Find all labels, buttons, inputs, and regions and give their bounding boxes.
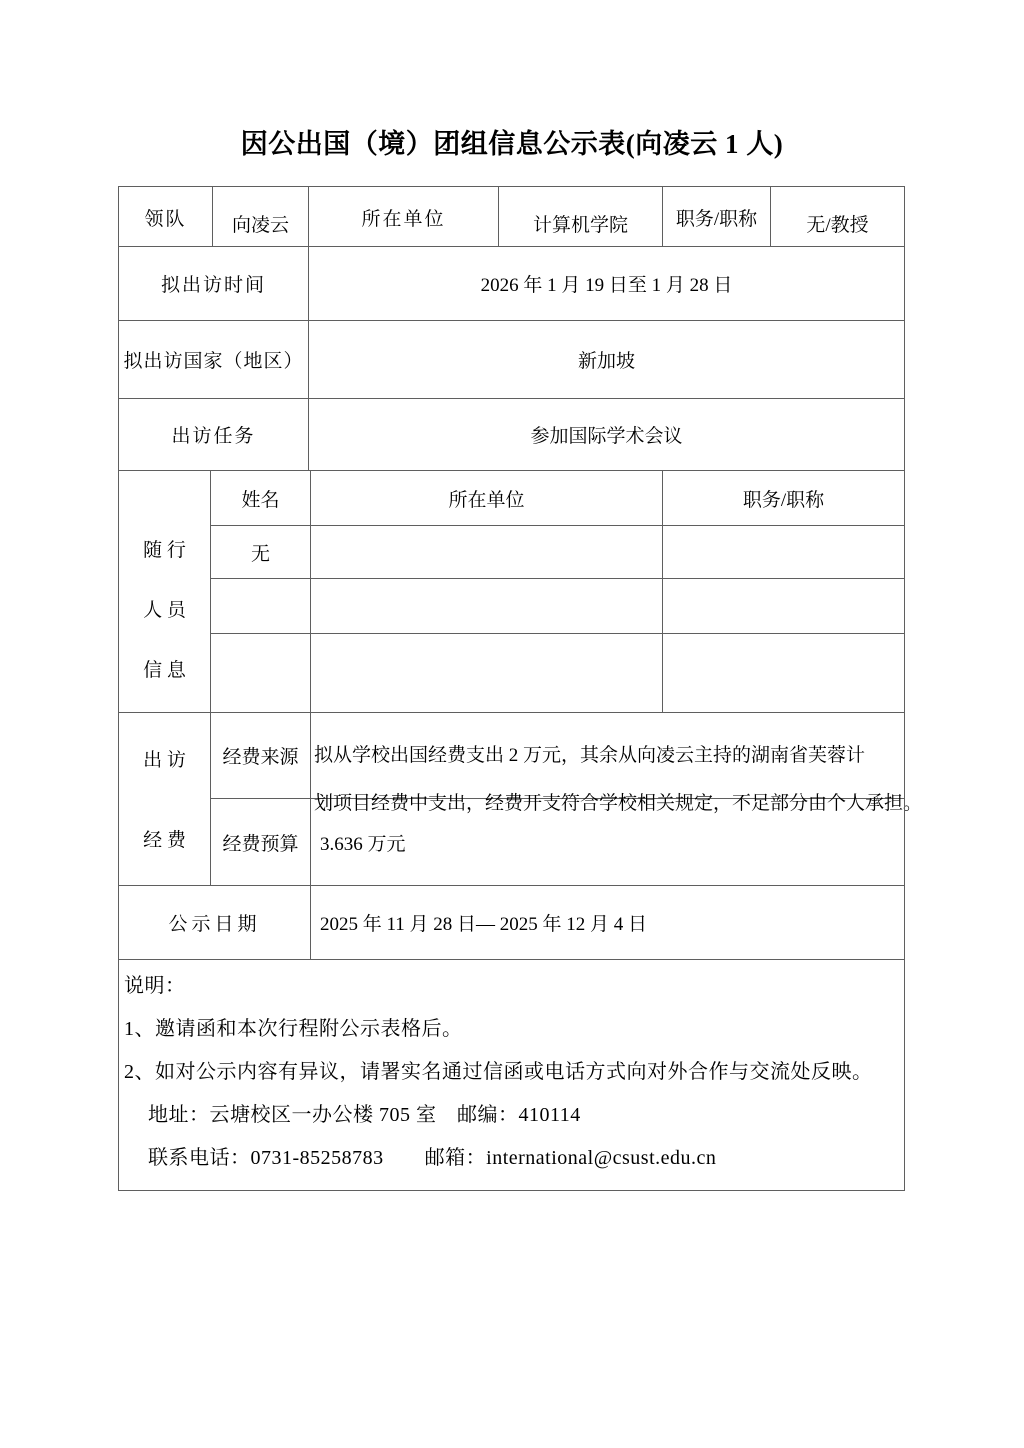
leader-label: 领队	[119, 187, 213, 247]
task-value: 参加国际学术会议	[309, 399, 905, 471]
destination-value: 新加坡	[309, 321, 905, 399]
funding-label-line2: 经 费	[143, 830, 186, 851]
leader-unit-value: 计算机学院	[499, 187, 663, 247]
destination-row	[119, 321, 905, 399]
notes-item-2: 2、如对公示内容有异议，请署实名通过信函或电话方式向对外合作与交流处反映。	[124, 1061, 873, 1083]
entourage-row1-unit	[311, 526, 663, 579]
entourage-row2-unit	[311, 579, 663, 634]
publicity-date-label: 公示日期	[119, 886, 311, 960]
publicity-date-row	[119, 886, 905, 960]
funding-budget-value: 3.636 万元	[311, 799, 905, 886]
travel-time-value: 2026 年 1 月 19 日至 1 月 28 日	[309, 247, 905, 321]
funding-budget-row	[211, 799, 905, 886]
travel-time-label: 拟出访时间	[119, 247, 309, 321]
entourage-row-3	[211, 634, 905, 713]
entourage-row-1	[211, 526, 905, 579]
funding-label-line1: 出 访	[143, 750, 186, 771]
info-table	[118, 186, 923, 1191]
funding-source-row	[211, 713, 923, 814]
notes-section	[119, 960, 905, 1191]
destination-label: 拟出访国家（地区）	[119, 321, 309, 399]
entourage-row3-name	[211, 634, 311, 713]
notes-heading: 说明：	[124, 975, 186, 997]
document-title: 因公出国（境）团组信息公示表(向凌云 1 人)	[240, 129, 784, 159]
notes-item-1: 1、邀请函和本次行程附公示表格后。	[124, 1018, 463, 1040]
leader-name-value: 向凌云	[213, 187, 309, 247]
funding-source-label: 经费来源	[211, 713, 311, 799]
funding-source-value	[311, 713, 923, 814]
entourage-row2-position	[663, 579, 905, 634]
entourage-position-header: 职务/职称	[663, 471, 905, 526]
entourage-label-line2: 人 员	[143, 600, 186, 621]
travel-time-row	[119, 247, 905, 321]
entourage-label-line3: 信 息	[143, 660, 186, 681]
task-label: 出访任务	[119, 399, 309, 471]
funding-rows	[211, 713, 923, 886]
notes-cell	[119, 960, 905, 1191]
entourage-name-header: 姓名	[211, 471, 311, 526]
entourage-row1-position	[663, 526, 905, 579]
funding-budget-label: 经费预算	[211, 799, 311, 886]
entourage-unit-header: 所在单位	[311, 471, 663, 526]
notes-address-line: 地址：云塘校区一办公楼 705 室 邮编：410114	[148, 1104, 581, 1126]
leader-position-value: 无/教授	[771, 187, 905, 247]
publicity-date-value: 2025 年 11 月 28 日— 2025 年 12 月 4 日	[311, 886, 905, 960]
funding-label	[119, 713, 211, 886]
entourage-section	[119, 471, 905, 713]
funding-source-clipped-line: 划项目经费中支出，经费开支符合学校相关规定，不足部分由个人承担。	[314, 793, 923, 814]
entourage-row3-position	[663, 634, 905, 713]
leader-unit-label: 所在单位	[309, 187, 499, 247]
entourage-row2-name	[211, 579, 311, 634]
leader-position-label: 职务/职称	[663, 187, 771, 247]
entourage-row3-unit	[311, 634, 663, 713]
entourage-row1-name: 无	[211, 526, 311, 579]
entourage-header-row	[211, 471, 905, 526]
entourage-label	[119, 471, 211, 713]
entourage-rows	[211, 471, 905, 713]
entourage-row-2	[211, 579, 905, 634]
funding-section	[119, 713, 923, 886]
notes-contact-line: 联系电话：0731-85258783 邮箱：international@csust.edu.cn	[148, 1147, 717, 1169]
task-row	[119, 399, 905, 471]
entourage-label-line1: 随 行	[143, 540, 186, 561]
funding-source-line1: 拟从学校出国经费支出 2 万元，其余从向凌云主持的湖南省芙蓉计	[314, 745, 866, 766]
leader-row	[119, 187, 905, 247]
